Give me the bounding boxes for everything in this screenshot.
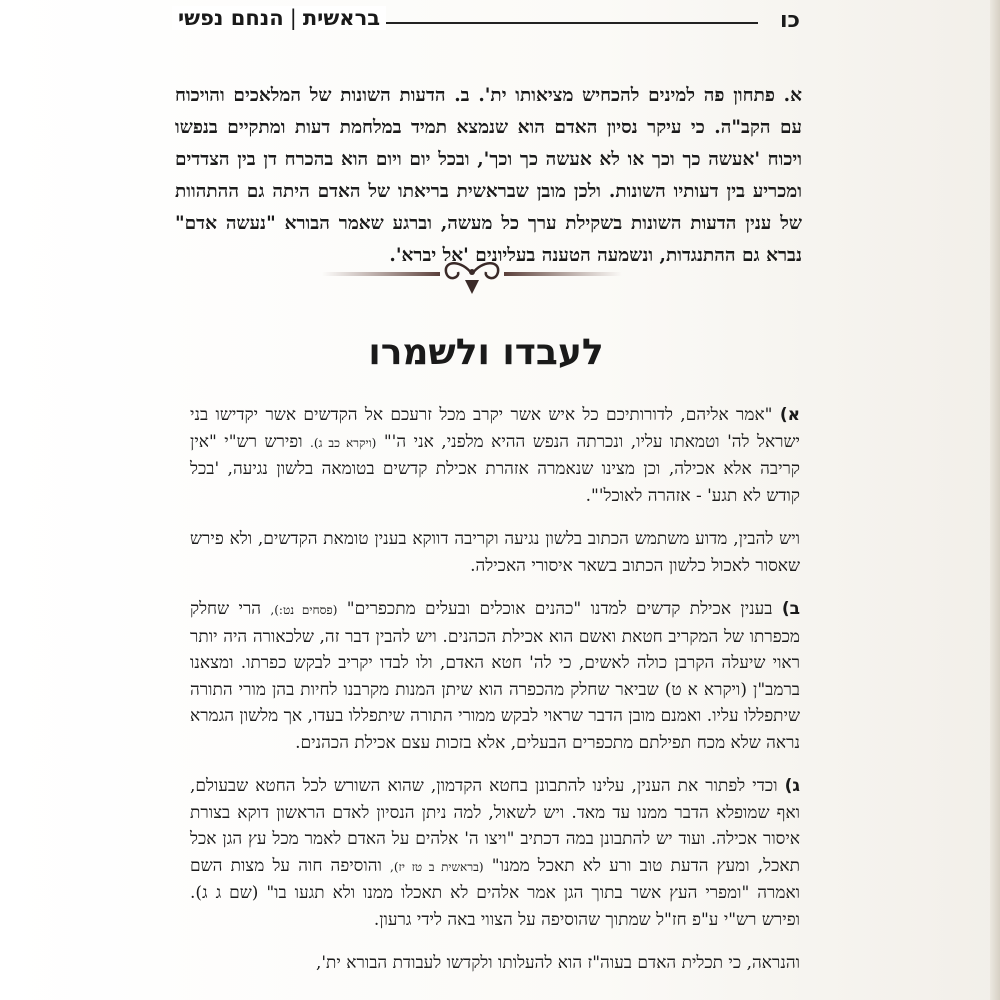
paragraph-marker: א) bbox=[779, 405, 800, 425]
paragraph-text: ויש להבין, מדוע משתמש הכתוב בלשון נגיעה וקריבה דווקא בענין טומאת הקדשים, ולא פירש שאסור לאכול כלשון הכתוב בשאר איסורי האכילה. bbox=[190, 529, 800, 576]
paragraph-text: והוסיפה חוה על מצות השם ואמרה "ומפרי העץ אשר בתוך הגן אמר אלהים לא תאכלו ממנו ולא תגעו בו" (שם ג ג). ופירש רש"י ע"פ חז"ל שמתוך שהוסיפה על הצווי באה לידי גרעון. bbox=[190, 855, 800, 930]
title-separator: | bbox=[289, 6, 297, 30]
series-title: הנחם נפשי bbox=[178, 6, 284, 30]
paragraph-text: ופירש רש"י "אין קריבה אלא אכילה, וכן מצינו שנאמרה אזהרת אכילת קדשים בטומאה בלשון נגיעה, 'בכל קודש לא תגע' - אזהרה לאוכל'". bbox=[190, 431, 800, 506]
paragraph-text: והנראה, כי תכלית האדם בעוה"ז הוא להעלותו ולקדשו לעבודת הבורא ית', bbox=[315, 953, 800, 973]
paragraph-text: הרי שחלק מכפרתו של המקריב חטאת ואשם הוא אכילת הכהנים. ויש להבין דבר זה, שלכאורה היה יותר ראוי שיעלה הקרבן כולה לאשים, כי לה' חטא האדם, ולו לבדו יקריב לבקש כפרתו. ומצאנו ברמב"ן (ויקרא א ט) שביאר שחלק מהכפרה הוא שיתן המנות מקרבנו לחיות בהן מורי התורה שיתפללו עליו. ואמנם מובן הדבר שראוי לבקש ממורי התורה שיתפללו בעדו, אך מלשון הגמרא נראה שלא מכח תפילתם מתכפרים הבעלים, אלא בזכות עצם אכילת הכהנים. bbox=[190, 599, 800, 753]
body-text bbox=[190, 402, 800, 977]
intro-summary bbox=[175, 80, 802, 272]
book-title: בראשית bbox=[302, 6, 381, 30]
paragraph-marker: ב) bbox=[781, 599, 800, 619]
page-header bbox=[172, 0, 800, 48]
running-title bbox=[172, 6, 386, 30]
paragraph-text: בענין אכילת קדשים למדנו "כהנים אוכלים ובעלים מתכפרים" bbox=[337, 599, 782, 619]
paragraph-b bbox=[190, 596, 800, 756]
source-citation: (ויקרא כב ג). bbox=[310, 435, 377, 450]
intro-text: א. פתחון פה למינים להכחיש מציאותו ית'. ב. הדעות השונות של המלאכים והויכוח עם הקב"ה. כי עיקר נסיון האדם הוא שנמצא תמיד במלחמת דעות ומתקיים בנפשו ויכוח 'אעשה כך וכך או לא אעשה כך וכך', ובכל יום ויום הוא בהכרח דן בין הצדדים ומכריע בין דעותיו השונות. ולכן מובן שבראשית בריאתו של האדם היתה גם ההתהוות של ענין הדעות השונות בשקילת ערך כל מעשה, וברגע שאמר הבורא "נעשה אדם" נברא גם ההתנגדות, ונשמעה הטענה בעליונים 'אל יברא'. bbox=[175, 85, 802, 266]
paragraph-c bbox=[190, 773, 800, 933]
paragraph-conclusion bbox=[190, 950, 800, 977]
paragraph-marker: ג) bbox=[784, 776, 800, 796]
source-citation: (פסחים נט:), bbox=[270, 603, 338, 617]
paragraph-question bbox=[190, 526, 800, 579]
page-edge bbox=[990, 0, 1000, 1000]
page-number: כו bbox=[779, 8, 800, 33]
paragraph-text: וכדי לפתור את הענין, עלינו להתבונן בחטא הקדמון, שהוא השורש לכל החטא שבעולם, ואף שמופלא הדבר ממנו עד מאד. ויש לשאול, למה ניתן הנסיון לאדם הראשון דוקא בצורת איסור אכילה. ועוד יש להתבונן במה דכתיב "ויצו ה' אלהים על האדם לאמר מכל עץ הגן אכל תאכל, ומעץ הדעת טוב ורע לא תאכל ממנו" bbox=[190, 776, 800, 876]
source-citation: (בראשית ב טז יז), bbox=[390, 859, 484, 874]
ornament-divider-icon bbox=[322, 252, 622, 302]
paragraph-text: "אמר אליהם, לדורותיכם כל איש אשר יקרב מכל זרעכם אל הקדשים אשר יקדישו בני ישראל לה' וטמאתו עליו, ונכרתה הנפש ההיא מלפני, אני ה'" bbox=[190, 405, 800, 452]
section-title: לעבדו ולשמרו bbox=[368, 332, 604, 373]
paragraph-a bbox=[190, 402, 800, 509]
